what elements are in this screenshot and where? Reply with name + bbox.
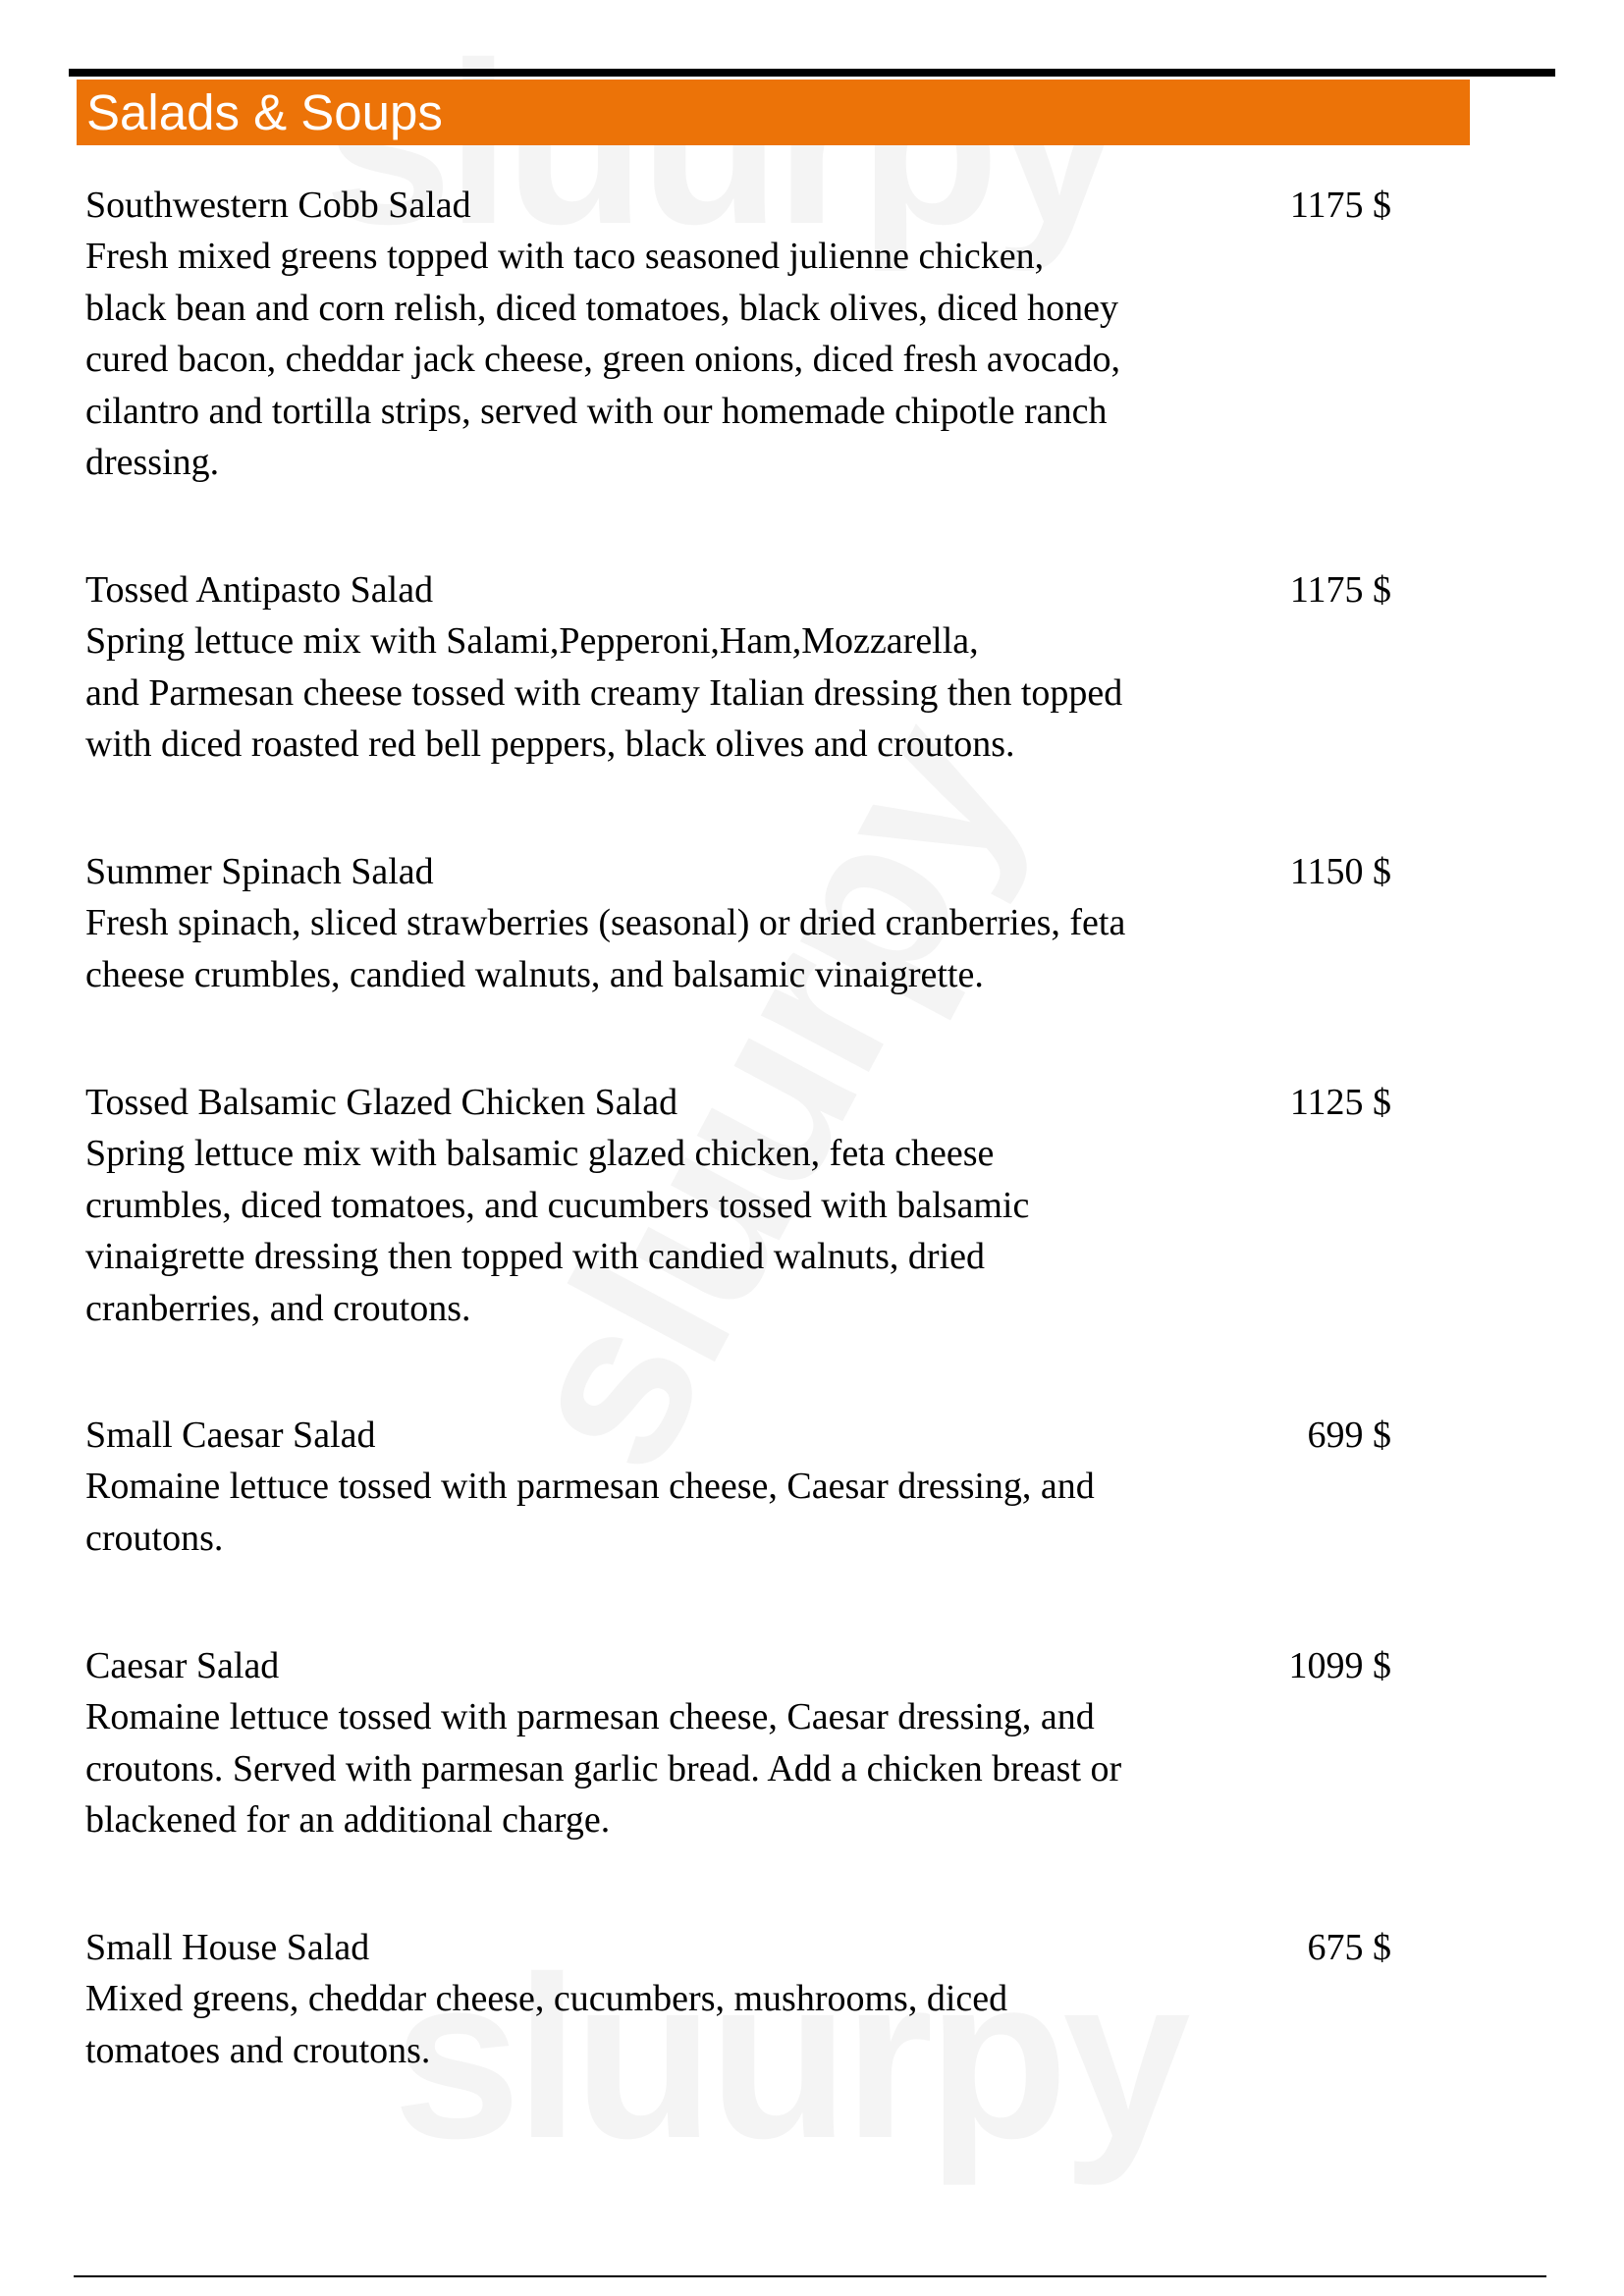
description-line: blackened for an additional charge. <box>85 1799 611 1841</box>
description-line: Fresh spinach, sliced strawberries (seasonal) or dried cranberries, feta <box>85 902 1126 943</box>
item-description <box>85 1128 1264 1334</box>
description-line: Romaine lettuce tossed with parmesan cheese, Caesar dressing, and <box>85 1466 1095 1507</box>
menu-item <box>85 1410 1391 1564</box>
description-line: cured bacon, cheddar jack cheese, green onions, diced fresh avocado, <box>85 339 1120 380</box>
item-name: Small Caesar Salad <box>85 1415 376 1456</box>
item-price: 1099 $ <box>1288 1645 1391 1686</box>
item-name: Summer Spinach Salad <box>85 851 434 892</box>
menu-item <box>85 1922 1391 2076</box>
menu-item <box>85 1640 1391 1846</box>
section-title: Salads & Soups <box>86 84 443 140</box>
item-name: Tossed Balsamic Glazed Chicken Salad <box>85 1082 678 1123</box>
item-price: 1150 $ <box>1289 851 1391 892</box>
item-price: 1175 $ <box>1289 569 1391 611</box>
description-line: Fresh mixed greens topped with taco seasoned julienne chicken, <box>85 236 1045 277</box>
item-description <box>85 1461 1264 1564</box>
item-description <box>85 897 1264 1000</box>
description-line: cilantro and tortilla strips, served with our homemade chipotle ranch <box>85 390 1108 432</box>
top-rule <box>69 69 1555 77</box>
item-price: 699 $ <box>1307 1415 1391 1456</box>
item-name: Small House Salad <box>85 1927 370 1968</box>
menu-item <box>85 846 1391 1000</box>
item-price: 675 $ <box>1307 1927 1391 1968</box>
item-description <box>85 1691 1264 1846</box>
description-line: crumbles, diced tomatoes, and cucumbers tossed with balsamic <box>85 1184 1030 1226</box>
description-line: Mixed greens, cheddar cheese, cucumbers, mushrooms, diced <box>85 1978 1008 2019</box>
description-line: croutons. Served with parmesan garlic bread. Add a chicken breast or <box>85 1747 1122 1789</box>
description-line: Romaine lettuce tossed with parmesan cheese, Caesar dressing, and <box>85 1696 1095 1737</box>
item-name: Southwestern Cobb Salad <box>85 185 471 226</box>
menu-item <box>85 564 1391 771</box>
description-line: cranberries, and croutons. <box>85 1287 471 1329</box>
section-header <box>77 80 1470 145</box>
description-line: and Parmesan cheese tossed with creamy Italian dressing then topped <box>85 671 1123 714</box>
item-description <box>85 1973 1264 2076</box>
item-description <box>85 615 1264 771</box>
item-description <box>85 231 1264 489</box>
description-line: with diced roasted red bell peppers, black olives and croutons. <box>85 723 1015 765</box>
description-line: black bean and corn relish, diced tomatoes, black olives, diced honey <box>85 287 1119 329</box>
menu-item <box>85 1077 1391 1334</box>
item-price: 1175 $ <box>1289 185 1391 226</box>
description-line: vinaigrette dressing then topped with candied walnuts, dried <box>85 1236 985 1277</box>
item-name: Caesar Salad <box>85 1645 280 1686</box>
bottom-rule <box>74 2275 1546 2277</box>
description-line: dressing. <box>85 442 220 483</box>
description-line: Spring lettuce mix with Salami,Pepperoni,Ham,Mozzarella, <box>85 620 979 662</box>
description-line: croutons. <box>85 1517 224 1559</box>
menu-item <box>85 180 1391 489</box>
item-name: Tossed Antipasto Salad <box>85 569 434 611</box>
description-line: cheese crumbles, candied walnuts, and balsamic vinaigrette. <box>85 953 984 995</box>
description-line: Spring lettuce mix with balsamic glazed chicken, feta cheese <box>85 1133 995 1174</box>
item-price: 1125 $ <box>1289 1082 1391 1123</box>
description-line: tomatoes and croutons. <box>85 2029 431 2071</box>
